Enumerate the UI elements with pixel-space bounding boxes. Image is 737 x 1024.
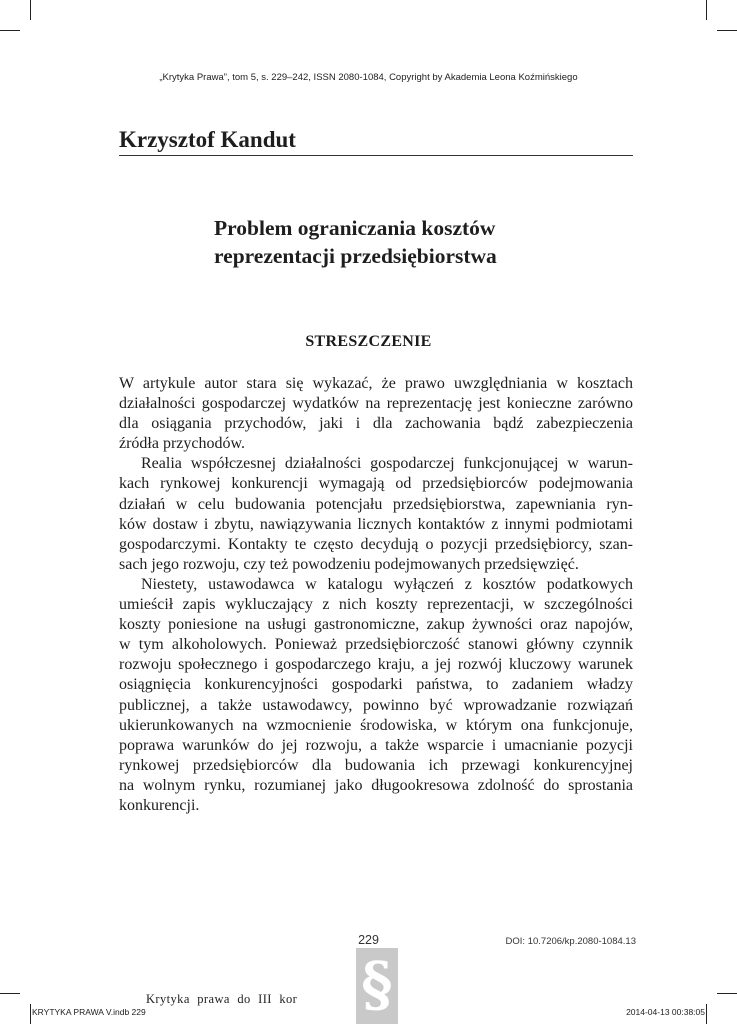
text-line: poprawa warunków do jej rozwoju, a także wsparcie i umacnianie pozycji: [119, 736, 633, 754]
crop-mark-top-left-v: [30, 0, 31, 20]
print-timestamp: 2014-04-13 00:38:05: [626, 1007, 705, 1017]
doi-reference: DOI: 10.7206/kp.2080-1084.13: [505, 936, 636, 947]
text-line: w tym alkoholowych. Ponieważ przedsiębiorczość stanowi główny czynnik: [119, 636, 633, 654]
abstract-body: [119, 374, 633, 816]
crop-mark-top-right-h: [717, 30, 737, 31]
text-line: konkurencji.: [119, 796, 200, 814]
abstract-paragraph: [119, 575, 633, 816]
section-symbol-tab: [356, 948, 398, 1024]
text-line: Niestety, ustawodawca w katalogu wyłączeń z kosztów podatkowych: [141, 575, 633, 593]
journal-citation: „Krytyka Prawa”, tom 5, s. 229–242, ISSN 2080-1084, Copyright by Akademia Leona Koźmińskiego: [159, 72, 578, 83]
crop-mark-bottom-left-v: [30, 1004, 31, 1024]
text-line: ukierunkowanych na wzmocnienie środowiska, w którym ona funkcjonuje,: [119, 716, 633, 734]
abstract-heading: STRESZCZENIE: [305, 333, 432, 350]
abstract-paragraph: [119, 454, 633, 575]
text-line: publicznej, a także ustawodawcy, powinno być wprowadzanie rozwiązań: [119, 696, 633, 714]
text-line: rozwoju społecznego i gospodarczego kraju, a jej rozwój kluczowy warunek: [119, 656, 633, 674]
section-symbol-icon: §: [361, 950, 393, 1020]
text-line: kach rynkowej konkurencji wymagają od przedsiębiorców podejmowania: [119, 475, 633, 493]
crop-mark-bottom-right-h: [717, 993, 737, 994]
crop-mark-bottom-left-h: [0, 993, 20, 994]
text-line: ków dostaw i zbytu, nawiązywania licznych kontaktów z innymi podmiotami: [119, 515, 633, 533]
print-note: Krytyka prawa do III kor: [146, 992, 298, 1006]
text-line: umieścił zapis wykluczający z nich koszty reprezentacji, w szczególności: [119, 596, 633, 614]
text-line: koszty poniesione na usługi gastronomiczne, zakup żywności oraz napojów,: [119, 616, 633, 634]
text-line: na wolnym rynku, rozumianej jako długookresowa zdolność do sprostania: [119, 776, 633, 794]
article-title: [214, 214, 497, 270]
page-number: 229: [358, 933, 379, 947]
text-line: gospodarczymi. Kontakty te często decydują o pozycji przedsiębiorcy, szan-: [119, 535, 633, 553]
title-line: reprezentacji przedsiębiorstwa: [214, 244, 497, 268]
print-file-info: KRYTYKA PRAWA V.indb 229: [32, 1007, 146, 1017]
text-line: W artykule autor stara się wykazać, że prawo uwzględniania w kosztach: [119, 375, 633, 392]
text-line: osiągnięcia konkurencyjności gospodarki państwa, to zadaniem władzy: [119, 676, 633, 694]
author-name: Krzysztof Kandut: [119, 127, 296, 152]
crop-mark-top-right-v: [706, 0, 707, 20]
text-line: działalności gospodarczej wydatków na reprezentację jest konieczne zarówno: [119, 395, 633, 413]
text-line: źródła przychodów.: [119, 435, 246, 453]
text-line: dla osiągania przychodów, jaki i dla zachowania bądź zabezpieczenia: [119, 415, 633, 433]
text-line: Realia współczesnej działalności gospodarczej funkcjonującej w warun-: [141, 455, 633, 473]
crop-mark-top-left-h: [0, 30, 20, 31]
author-rule-divider: [119, 155, 633, 156]
abstract-paragraph: [119, 374, 633, 454]
crop-mark-bottom-right-v: [706, 1004, 707, 1024]
text-line: rynkowej przedsiębiorców dla budowania ich przewagi konkurencyjnej: [119, 756, 633, 774]
text-line: sach jego rozwoju, czy też powodzeniu podejmowanych przedsięwzięć.: [119, 555, 579, 573]
text-line: działań w celu budowania potencjału przedsiębiorstwa, zapewniania ryn-: [119, 495, 633, 513]
title-line: Problem ograniczania kosztów: [214, 216, 496, 240]
